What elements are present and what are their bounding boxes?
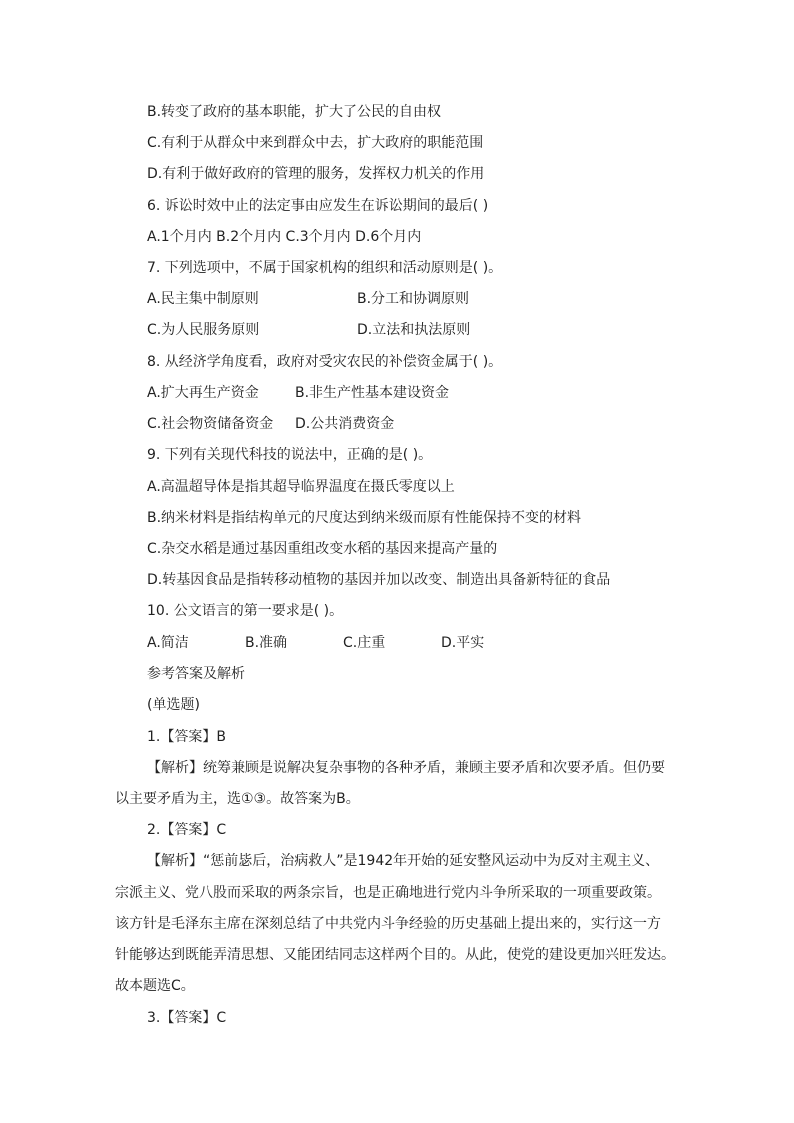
question-8: 8. 从经济学角度看，政府对受灾农民的补偿资金属于( )。 bbox=[147, 354, 503, 370]
answer-2-explanation-line-2: 宗派主义、党八股而采取的两条宗旨，也是正确地进行党内斗争所采取的一项重要政策。 bbox=[115, 885, 661, 901]
answer-3: 3.【答案】C bbox=[147, 1010, 227, 1026]
question-7: 7. 下列选项中，不属于国家机构的组织和活动原则是( )。 bbox=[147, 260, 503, 276]
q9-option-a: A.高温超导体是指其超导临界温度在摄氏零度以上 bbox=[147, 479, 455, 495]
question-10: 10. 公文语言的第一要求是( )。 bbox=[147, 603, 344, 619]
answer-1: 1.【答案】B bbox=[147, 729, 226, 745]
q7-option-d: D.立法和执法原则 bbox=[357, 322, 471, 338]
answer-1-explanation-line-2: 以主要矛盾为主，选①③。故答案为B。 bbox=[115, 791, 360, 807]
q5-option-b: B.转变了政府的基本职能，扩大了公民的自由权 bbox=[147, 104, 442, 120]
answer-2-explanation-line-4: 针能够达到既能弄清思想、又能团结同志这样两个目的。从此，使党的建设更加兴旺发达。 bbox=[115, 947, 675, 963]
q8-option-c: C.社会物资储备资金 bbox=[147, 416, 274, 432]
q7-option-a: A.民主集中制原则 bbox=[147, 291, 259, 307]
question-6: 6. 诉讼时效中止的法定事由应发生在诉讼期间的最后( ) bbox=[147, 198, 489, 214]
q7-option-b: B.分工和协调原则 bbox=[357, 291, 470, 307]
section-label-single-choice: (单选题) bbox=[147, 697, 200, 713]
q6-options: A.1个月内 B.2个月内 C.3个月内 D.6个月内 bbox=[147, 229, 422, 245]
q10-option-b: B.准确 bbox=[245, 635, 288, 651]
q10-option-c: C.庄重 bbox=[343, 635, 386, 651]
answer-2: 2.【答案】C bbox=[147, 822, 227, 838]
q5-option-d: D.有利于做好政府的管理的服务，发挥权力机关的作用 bbox=[147, 166, 485, 182]
q9-option-c: C.杂交水稻是通过基因重组改变水稻的基因来提高产量的 bbox=[147, 541, 498, 557]
q7-option-c: C.为人民服务原则 bbox=[147, 322, 260, 338]
q5-option-c: C.有利于从群众中来到群众中去，扩大政府的职能范围 bbox=[147, 135, 484, 151]
q10-option-d: D.平实 bbox=[441, 635, 485, 651]
q8-option-a: A.扩大再生产资金 bbox=[147, 385, 259, 401]
answer-2-explanation-line-3: 该方针是毛泽东主席在深刻总结了中共党内斗争经验的历史基础上提出来的，实行这一方 bbox=[115, 916, 661, 932]
question-9: 9. 下列有关现代科技的说法中，正确的是( )。 bbox=[147, 447, 433, 463]
answers-heading: 参考答案及解析 bbox=[147, 666, 245, 682]
answer-2-explanation-line-5: 故本题选C。 bbox=[115, 978, 195, 994]
q9-option-d: D.转基因食品是指转移动植物的基因并加以改变、制造出具备新特征的食品 bbox=[147, 572, 611, 588]
answer-2-explanation-line-1: 【解析】“惩前毖后，治病救人”是1942年开始的延安整风运动中为反对主观主义、 bbox=[147, 853, 660, 869]
q10-option-a: A.简洁 bbox=[147, 635, 189, 651]
answer-1-explanation-line-1: 【解析】统筹兼顾是说解决复杂事物的各种矛盾，兼顾主要矛盾和次要矛盾。但仍要 bbox=[147, 760, 665, 776]
q8-option-b: B.非生产性基本建设资金 bbox=[295, 385, 450, 401]
q9-option-b: B.纳米材料是指结构单元的尺度达到纳米级而原有性能保持不变的材料 bbox=[147, 510, 582, 526]
q8-option-d: D.公共消费资金 bbox=[295, 416, 395, 432]
